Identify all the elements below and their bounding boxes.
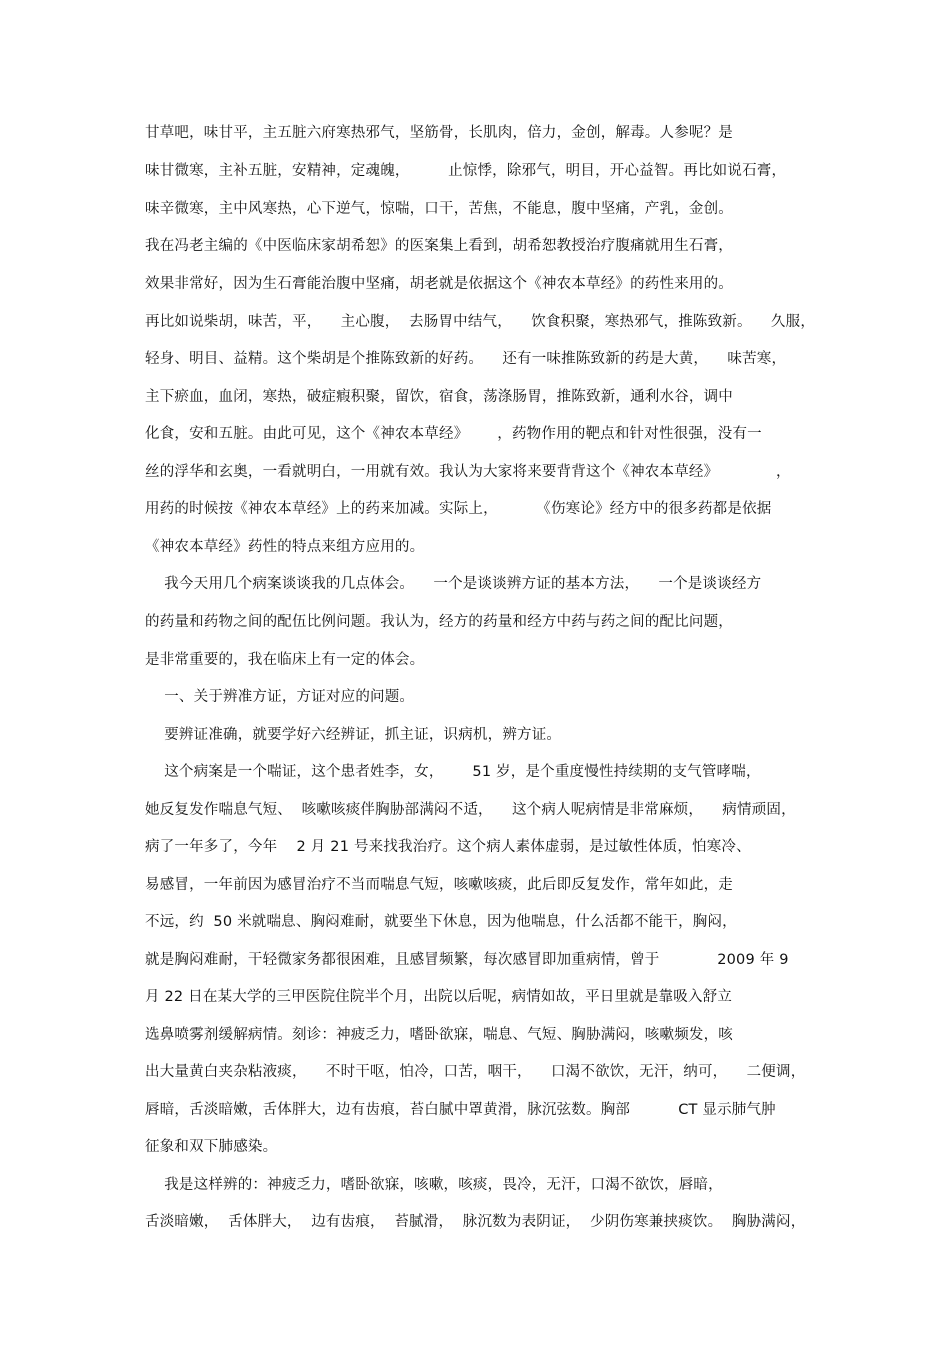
text-line: 轻身、明目、益精。这个柴胡是个推陈致新的好药。 还有一味推陈致新的药是大黄， 味苦寒， — [145, 351, 787, 367]
text-line: 要辨证准确，就要学好六经辨证，抓主证，识病机，辨方证。 — [145, 727, 562, 743]
text-line: 我在冯老主编的《中医临床家胡希恕》的医案集上看到，胡希恕教授治疗腹痛就用生石膏， — [145, 238, 733, 254]
text-line: 舌淡暗嫩， 舌体胖大， 边有齿痕， 苔腻滑， 脉沉数为表阴证， 少阴伤寒兼挟痰饮。 胸胁满闷， — [145, 1214, 806, 1230]
text-line: 征象和双下肺感染。 — [145, 1139, 278, 1155]
text-line: 她反复发作喘息气短、 咳嗽咳痰伴胸胁部满闷不适， 这个病人呢病情是非常麻烦， 病情顽固， — [145, 802, 796, 818]
text-line: 病了一年多了，今年 2 月 21 号来找我治疗。这个病人素体虚弱，是过敏性体质，怕寒冷、 — [145, 839, 751, 855]
text-line: 的药量和药物之间的配伍比例问题。我认为，经方的药量和经方中药与药之间的配比问题， — [145, 614, 733, 630]
text-line: 《神农本草经》药性的特点来组方应用的。 — [145, 539, 425, 555]
text-line: 我今天用几个病案谈谈我的几点体会。 一个是谈谈辨方证的基本方法， 一个是谈谈经方 — [145, 576, 762, 592]
text-line: 选鼻喷雾剂缓解病情。刻诊：神疲乏力，嗜卧欲寐，喘息、气短、胸胁满闷，咳嗽频发，咳 — [145, 1027, 733, 1043]
text-line: 味辛微寒，主中风寒热，心下逆气，惊喘，口干，苦焦，不能息，腹中坚痛，产乳，金创。 — [145, 201, 733, 217]
text-line: 月 22 日在某大学的三甲医院住院半个月，出院以后呢，病情如故，平日里就是靠吸入舒立 — [145, 989, 733, 1005]
text-line: 唇暗，舌淡暗嫩，舌体胖大，边有齿痕，苔白腻中罩黄滑，脉沉弦数。胸部 CT 显示肺气肿 — [145, 1102, 776, 1118]
text-line: 出大量黄白夹杂粘液痰， 不时干呕，怕冷，口苦，咽干， 口渴不欲饮，无汗，纳可， 二便调， — [145, 1064, 806, 1080]
text-line: 不远，约 50 米就喘息、胸闷难耐，就要坐下休息，因为他喘息，什么活都不能干，胸闷， — [145, 914, 737, 930]
text-line: 甘草吧，味甘平，主五脏六府寒热邪气，坚筋骨，长肌肉，倍力，金创，解毒。人参呢？是 — [145, 125, 733, 141]
text-line: 我是这样辨的：神疲乏力，嗜卧欲寐，咳嗽，咳痰，畏冷，无汗，口渴不欲饮，唇暗， — [145, 1177, 723, 1193]
text-line: 主下瘀血，血闭，寒热，破症瘕积聚，留饮，宿食，荡涤肠胃，推陈致新，通利水谷，调中 — [145, 389, 733, 405]
text-line: 再比如说柴胡，味苦，平， 主心腹， 去肠胃中结气， 饮食积聚，寒热邪气，推陈致新。 久服， — [145, 314, 816, 330]
section-heading: 一、关于辨准方证，方证对应的问题。 — [145, 689, 415, 705]
text-line: 这个病案是一个喘证，这个患者姓李，女， 51 岁，是个重度慢性持续期的支气管哮喘， — [145, 764, 761, 780]
text-line: 丝的浮华和玄奥，一看就明白，一用就有效。我认为大家将来要背背这个《神农本草经》 ， — [145, 464, 791, 480]
text-line: 用药的时候按《神农本草经》上的药来加减。实际上， 《伤寒论》经方中的很多药都是依据 — [145, 501, 772, 517]
text-line: 效果非常好，因为生石膏能治腹中坚痛，胡老就是依据这个《神农本草经》的药性来用的。 — [145, 276, 733, 292]
text-line: 易感冒，一年前因为感冒治疗不当而喘息气短，咳嗽咳痰，此后即反复发作，常年如此，走 — [145, 877, 733, 893]
text-line: 就是胸闷难耐，干轻微家务都很困难，且感冒频繁，每次感冒即加重病情，曾于 2009 年 9 — [145, 952, 789, 968]
text-line: 味甘微寒，主补五脏，安精神，定魂魄， 止惊悸，除邪气，明目，开心益智。再比如说石膏， — [145, 163, 787, 179]
text-line: 是非常重要的，我在临床上有一定的体会。 — [145, 652, 425, 668]
text-line: 化食，安和五脏。由此可见，这个《神农本草经》 ，药物作用的靶点和针对性很强，没有一 — [145, 426, 762, 442]
